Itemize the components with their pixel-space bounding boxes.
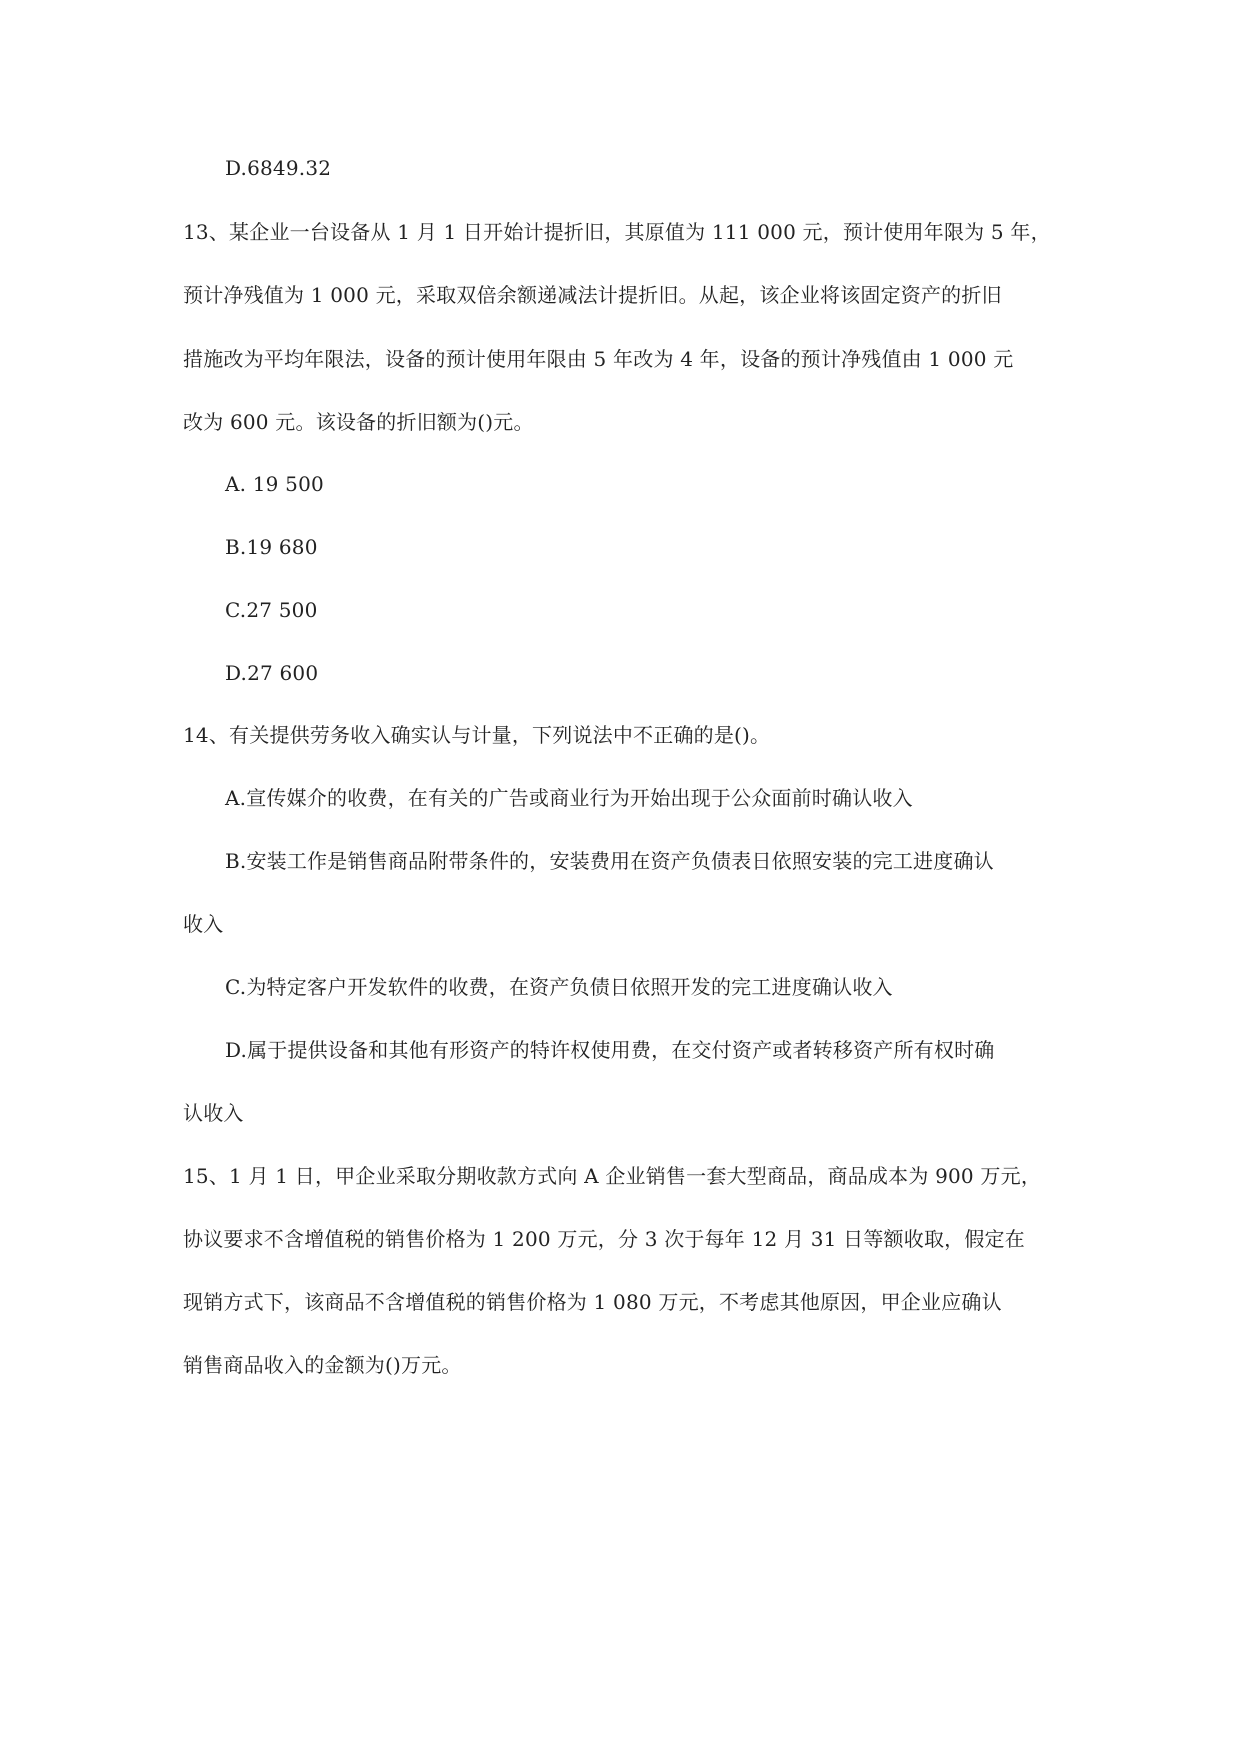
q14-option-d-line-2: 认收入 <box>183 1101 244 1125</box>
q14-option-d-line-1: D.属于提供设备和其他有形资产的特许权使用费，在交付资产或者转移资产所有权时确 <box>225 1038 995 1062</box>
q15-stem-line-1: 15、1 月 1 日，甲企业采取分期收款方式向 A 企业销售一套大型商品，商品成本为 900 万元， <box>183 1164 1042 1188</box>
q13-option-d: D.27 600 <box>225 661 319 685</box>
q14-option-b-line-1: B.安装工作是销售商品附带条件的，安装费用在资产负债表日依照安装的完工进度确认 <box>225 849 994 873</box>
q13-option-b: B.19 680 <box>225 535 318 559</box>
q14-stem: 14、有关提供劳务收入确实认与计量，下列说法中不正确的是()。 <box>183 723 771 747</box>
q14-option-c: C.为特定客户开发软件的收费，在资产负债日依照开发的完工进度确认收入 <box>225 975 893 999</box>
prev-question-option-d: D.6849.32 <box>225 156 332 180</box>
q15-stem-line-3: 现销方式下，该商品不含增值税的销售价格为 1 080 万元，不考虑其他原因，甲企业应确认 <box>183 1290 1002 1314</box>
q13-stem-line-4: 改为 600 元。该设备的折旧额为()元。 <box>183 410 534 434</box>
q15-stem-line-4: 销售商品收入的金额为()万元。 <box>183 1353 462 1377</box>
q13-option-a: A. 19 500 <box>225 472 324 496</box>
q13-stem-line-1: 13、某企业一台设备从 1 月 1 日开始计提折旧，其原值为 111 000 元，预计使用年限为 5 年， <box>183 220 1051 244</box>
q13-option-c: C.27 500 <box>225 598 318 622</box>
q14-option-a: A.宣传媒介的收费，在有关的广告或商业行为开始出现于公众面前时确认收入 <box>225 786 913 810</box>
q14-option-b-line-2: 收入 <box>183 912 224 936</box>
q13-stem-line-3: 措施改为平均年限法，设备的预计使用年限由 5 年改为 4 年，设备的预计净残值由 1 000 元 <box>183 347 1014 371</box>
q13-stem-line-2: 预计净残值为 1 000 元，采取双倍余额递减法计提折旧。从起，该企业将该固定资产的折旧 <box>183 283 1002 307</box>
q15-stem-line-2: 协议要求不含增值税的销售价格为 1 200 万元，分 3 次于每年 12 月 31 日等额收取，假定在 <box>183 1227 1025 1251</box>
